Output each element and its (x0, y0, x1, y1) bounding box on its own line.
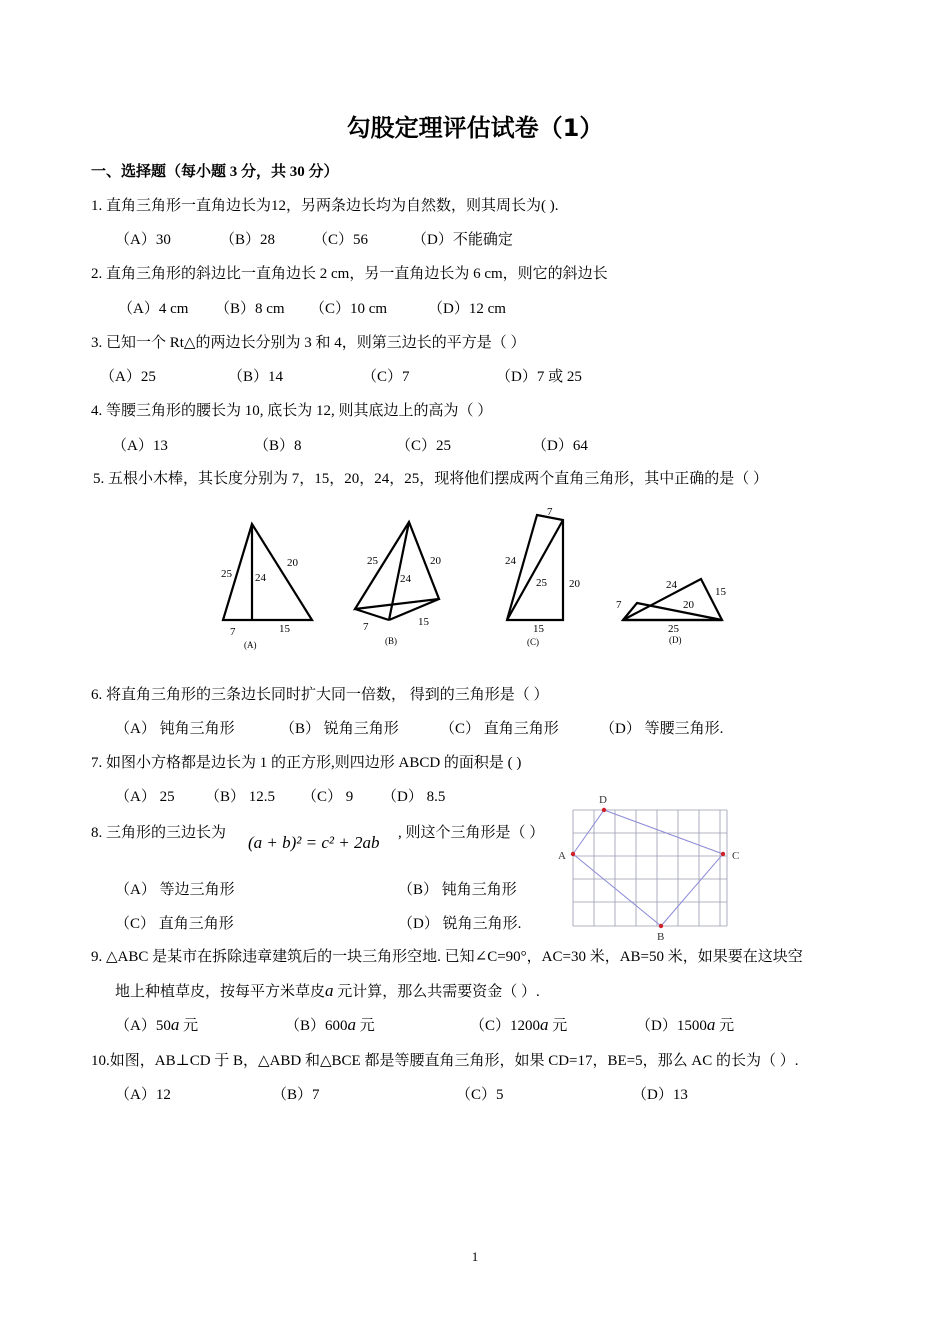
q7-option-b: （B） 12.5 (205, 789, 276, 805)
q9-option-d (636, 1016, 734, 1035)
point-a (571, 852, 575, 856)
q9-option-a-unit: 元 (179, 1018, 199, 1034)
q7-option-c: （C） 9 (302, 789, 354, 805)
figure-a-label-7: 7 (230, 626, 236, 638)
q3-option-c: （C）7 (362, 369, 410, 385)
quadrilateral-abcd (573, 810, 723, 926)
figure-d-label-15: 15 (715, 586, 726, 598)
q8-option-c: （C） 直角三角形 (115, 916, 234, 932)
figure-b-label-7: 7 (363, 621, 369, 633)
figure-d-label-7: 7 (616, 599, 622, 611)
q9-option-b (285, 1016, 375, 1035)
q1-option-d: （D）不能确定 (412, 232, 513, 248)
question-3: 3. 已知一个 Rt△的两边长分别为 3 和 4，则第三边长的平方是（ ） (91, 335, 526, 351)
figure-a-label-24: 24 (255, 572, 266, 584)
question-7-grid-figure (553, 788, 753, 943)
q6-option-a: （A） 钝角三角形 (115, 721, 235, 737)
q9-line2-prefix: 地上种植草皮，按每平方米草皮 (115, 984, 326, 1000)
question-10: 10.如图，AB⊥CD 于 B，△ABD 和△BCE 都是等腰直角三角形，如果 CD=17，BE=5，那么 AC 的长为（ ）. (91, 1053, 799, 1069)
figure-c-label-24: 24 (505, 555, 516, 567)
q6-option-d: （D） 等腰三角形. (600, 721, 724, 737)
q9-option-b-unit: 元 (356, 1018, 375, 1034)
q1-option-c: （C）56 (313, 232, 369, 248)
q10-option-b: （B）7 (272, 1087, 320, 1103)
q10-option-d: （D）13 (632, 1087, 688, 1103)
q2-option-d: （D）12 cm (428, 301, 506, 317)
label-b: B (657, 931, 665, 943)
q9-option-c (470, 1016, 567, 1035)
question-4: 4. 等腰三角形的腰长为 10, 底长为 12, 则其底边上的高为（ ） (91, 403, 493, 419)
q9-option-a-variable: a (170, 1015, 180, 1034)
q9-option-c-unit: 元 (548, 1018, 568, 1034)
q1-option-b: （B）28 (220, 232, 276, 248)
q8-option-a: （A） 等边三角形 (115, 882, 235, 898)
q6-option-b: （B） 锐角三角形 (280, 721, 399, 737)
q3-option-b: （B）14 (228, 369, 284, 385)
q7-option-d: （D） 8.5 (382, 789, 446, 805)
q9-option-d-value: （D）1500 (636, 1018, 707, 1034)
question-8-suffix: , 则这个三角形是（ ） (398, 825, 545, 841)
figure-a-label-15: 15 (279, 623, 290, 635)
figure-a-label-25: 25 (221, 568, 232, 580)
section-heading: 一、选择题（每小题 3 分，共 30 分） (91, 164, 339, 180)
figure-b-caption: (B) (385, 636, 397, 646)
q9-option-c-variable: a (540, 1015, 549, 1034)
page-title: 勾股定理评估试卷（1） (346, 114, 604, 142)
q9-option-b-variable: a (347, 1015, 357, 1034)
figure-c-label-20: 20 (569, 578, 580, 590)
figure-d-caption: (D) (669, 635, 682, 645)
q9-line2-suffix: 元计算，那么共需要资金（ ）. (333, 984, 540, 1000)
question-9-line-1: 9. △ABC 是某市在拆除违章建筑后的一块三角形空地. 已知∠C=90°，AC=30 米，AB=50 米，如果要在这块空 (91, 949, 803, 965)
figure-b-label-20: 20 (430, 555, 441, 567)
q10-option-c: （C）5 (456, 1087, 504, 1103)
figure-b-stick-7 (355, 609, 389, 620)
q9-option-d-variable: a (706, 1015, 716, 1034)
label-a: A (558, 850, 566, 862)
page-number: 1 (471, 1249, 479, 1264)
q4-option-d: （D）64 (532, 438, 588, 454)
question-8-formula: (a + b)² = c² + 2ab (248, 833, 380, 852)
figure-a-triangle (223, 524, 312, 620)
q3-option-d: （D）7 或 25 (496, 369, 582, 385)
label-d: D (599, 794, 607, 806)
question-8-prefix: 8. 三角形的三边长为 (91, 825, 227, 841)
q2-option-b: （B）8 cm (215, 301, 285, 317)
q6-option-c: （C） 直角三角形 (440, 721, 559, 737)
question-5: 5. 五根小木棒，其长度分别为 7，15，20，24，25，现将他们摆成两个直角三角形，其中正确的是（ ） (93, 471, 769, 487)
q9-line2-variable: a (325, 981, 334, 1000)
q2-option-c: （C）10 cm (310, 301, 388, 317)
q4-option-b: （B）8 (254, 438, 302, 454)
question-2: 2. 直角三角形的斜边比一直角边长 2 cm，另一直角边长为 6 cm，则它的斜边长 (91, 266, 608, 282)
point-b (659, 924, 663, 928)
point-c (721, 852, 725, 856)
figure-b-label-25: 25 (367, 555, 378, 567)
figure-d-label-24: 24 (666, 579, 677, 591)
figure-b-label-24: 24 (400, 573, 411, 585)
figure-a-caption: (A) (244, 640, 257, 650)
point-d (602, 808, 606, 812)
figure-c-label-15: 15 (533, 623, 544, 635)
figure-d-label-20: 20 (683, 599, 694, 611)
q2-option-a: （A）4 cm (118, 301, 189, 317)
question-6: 6. 将直角三角形的三条边长同时扩大同一倍数， 得到的三角形是（ ） (91, 687, 549, 703)
q9-option-c-value: （C）1200 (470, 1018, 541, 1034)
q8-option-d: （D） 锐角三角形. (398, 916, 522, 932)
figure-c-label-25: 25 (536, 577, 547, 589)
q9-option-b-value: （B）600 (285, 1018, 348, 1034)
q9-option-a-value: （A）50 (115, 1018, 171, 1034)
figure-a-label-20: 20 (287, 557, 298, 569)
figure-c-label-7: 7 (547, 506, 553, 518)
q3-option-a: （A）25 (100, 369, 156, 385)
question-7: 7. 如图小方格都是边长为 1 的正方形,则四边形 ABCD 的面积是 ( ) (91, 755, 522, 771)
figure-c-diagonal (507, 520, 563, 620)
figure-c-caption: (C) (527, 637, 539, 647)
q4-option-a: （A）13 (112, 438, 168, 454)
figure-b-label-15: 15 (418, 616, 429, 628)
label-c: C (732, 850, 740, 862)
question-1: 1. 直角三角形一直角边长为12，另两条边长均为自然数，则其周长为( ). (91, 198, 559, 214)
q9-option-a (115, 1016, 198, 1035)
question-5-figures (205, 500, 750, 655)
question-9-line-2 (115, 982, 540, 1001)
q8-option-b: （B） 钝角三角形 (398, 882, 517, 898)
q7-option-a: （A） 25 (115, 789, 175, 805)
q9-option-d-unit: 元 (715, 1018, 735, 1034)
figure-d-label-25: 25 (668, 623, 679, 635)
q10-option-a: （A）12 (115, 1087, 171, 1103)
q1-option-a: （A）30 (115, 232, 171, 248)
q4-option-c: （C）25 (396, 438, 452, 454)
